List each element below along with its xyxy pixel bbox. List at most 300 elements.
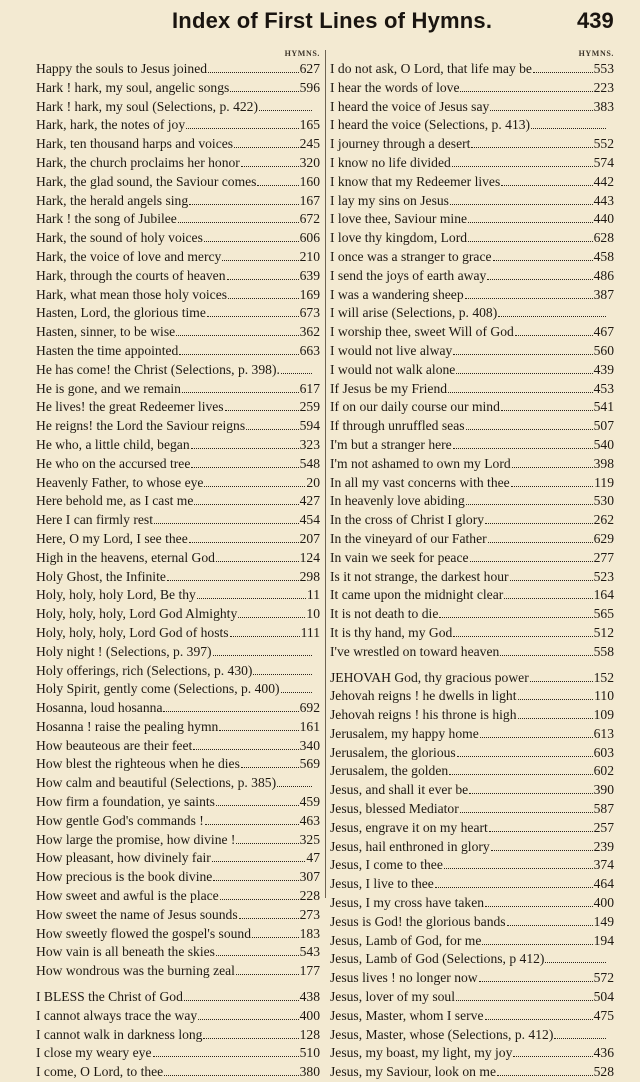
dot-leader <box>213 646 312 656</box>
entry-hymn-number: 459 <box>299 794 320 810</box>
dot-leader <box>179 345 298 355</box>
index-entry <box>330 511 614 530</box>
entry-first-line: It is thy hand, my God <box>330 624 453 640</box>
entry-first-line: He who on the accursed tree <box>36 455 191 471</box>
dot-leader <box>241 758 299 768</box>
entry-hymn-number: 257 <box>593 819 614 835</box>
entry-first-line: How sweet and awful is the place <box>36 888 219 904</box>
index-entry <box>36 849 320 868</box>
entry-hymn-number: 617 <box>299 380 320 396</box>
index-entry <box>36 1026 320 1045</box>
dot-leader <box>465 289 593 299</box>
index-entry <box>330 173 614 192</box>
entry-hymn-number: 475 <box>593 1007 614 1023</box>
index-entry <box>330 116 614 135</box>
index-entry <box>36 1007 320 1026</box>
entry-hymn-number: 587 <box>593 801 614 817</box>
entry-first-line: How calm and beautiful (Selections, p. 385) <box>36 775 277 791</box>
entry-hymn-number: 298 <box>299 568 320 584</box>
entry-hymn-number: 510 <box>299 1045 320 1061</box>
index-entry <box>330 744 614 763</box>
entry-hymn-number: 183 <box>299 925 320 941</box>
entry-hymn-number: 603 <box>593 744 614 760</box>
index-entry <box>36 530 320 549</box>
dot-leader <box>512 458 593 468</box>
index-entry <box>330 398 614 417</box>
dot-leader <box>186 119 298 129</box>
index-entry <box>36 605 320 624</box>
entry-hymn-number: 210 <box>299 248 320 264</box>
entry-hymn-number: 111 <box>300 624 320 640</box>
dot-leader <box>497 1066 593 1076</box>
dot-leader <box>485 897 593 907</box>
entry-hymn-number: 672 <box>299 211 320 227</box>
dot-leader <box>500 646 592 656</box>
dot-leader <box>189 195 298 205</box>
entry-first-line: I once was a stranger to grace <box>330 248 492 264</box>
dot-leader <box>479 972 593 982</box>
entry-first-line: I would not walk alone <box>330 361 456 377</box>
dot-leader <box>212 852 306 862</box>
entry-hymn-number: 177 <box>299 963 320 979</box>
index-entry <box>330 1007 614 1026</box>
entry-hymn-number: 228 <box>299 888 320 904</box>
index-entry <box>330 856 614 875</box>
entry-first-line: I cannot walk in darkness long <box>36 1026 203 1042</box>
entry-first-line: How large the promise, how divine ! <box>36 831 236 847</box>
dot-leader <box>504 589 592 599</box>
entry-first-line: How sweet the name of Jesus sounds <box>36 906 238 922</box>
index-entry <box>330 800 614 819</box>
entry-first-line: Jesus, Lamb of God, for me <box>330 932 482 948</box>
index-entry <box>36 680 320 699</box>
entry-hymn-number: 398 <box>593 455 614 471</box>
index-entry <box>36 549 320 568</box>
dot-leader <box>482 935 592 945</box>
index-entry <box>330 1044 614 1063</box>
entry-first-line: Hasten, sinner, to be wise <box>36 324 176 340</box>
entry-hymn-number: 161 <box>299 718 320 734</box>
dot-leader <box>189 533 299 543</box>
entry-hymn-number: 325 <box>299 831 320 847</box>
index-entry <box>330 913 614 932</box>
entry-hymn-number: 541 <box>593 399 614 415</box>
page-title: Index of First Lines of Hymns. <box>172 8 493 33</box>
entry-hymn-number: 152 <box>593 669 614 685</box>
entry-hymn-number: 504 <box>593 989 614 1005</box>
index-entry <box>36 737 320 756</box>
entry-hymn-number: 262 <box>593 512 614 528</box>
entry-first-line: Jesus, I come to thee <box>330 857 443 873</box>
entry-hymn-number: 239 <box>593 838 614 854</box>
entry-first-line: I lay my sins on Jesus <box>330 192 449 208</box>
index-entry <box>330 380 614 399</box>
entry-hymn-number: 628 <box>593 230 614 246</box>
entry-first-line: He reigns! the Lord the Saviour reigns <box>36 418 246 434</box>
entry-hymn-number: 606 <box>299 230 320 246</box>
dot-leader <box>488 533 593 543</box>
index-entry <box>330 60 614 79</box>
dot-leader <box>453 627 592 637</box>
entry-first-line: Jesus, blessed Mediator <box>330 801 459 817</box>
entry-first-line: He lives! the great Redeemer lives <box>36 399 224 415</box>
entry-first-line: Holy night ! (Selections, p. 397) <box>36 643 212 659</box>
entry-first-line: Jesus, engrave it on my heart <box>330 819 488 835</box>
index-entry <box>330 950 614 969</box>
entry-first-line: How vain is all beneath the skies <box>36 944 215 960</box>
entry-hymn-number: 558 <box>593 643 614 659</box>
entry-hymn-number: 467 <box>593 324 614 340</box>
dot-leader <box>259 101 312 111</box>
dot-leader <box>191 439 299 449</box>
entry-hymn-number: 629 <box>593 530 614 546</box>
index-entry <box>36 755 320 774</box>
dot-leader <box>531 119 606 129</box>
dot-leader <box>184 991 299 1001</box>
entry-first-line: Hasten the time appointed <box>36 342 179 358</box>
dot-leader <box>501 401 593 411</box>
entry-first-line: I know that my Redeemer lives <box>330 173 501 189</box>
entry-first-line: Hosanna, loud hosanna <box>36 700 163 716</box>
entry-first-line: Jesus, I my cross have taken <box>330 895 485 911</box>
index-entry <box>36 568 320 587</box>
dot-leader <box>435 878 593 888</box>
index-entry <box>330 248 614 267</box>
dot-leader <box>163 702 298 712</box>
entry-hymn-number: 110 <box>594 688 614 704</box>
dot-leader <box>470 552 593 562</box>
dot-leader <box>453 345 592 355</box>
entry-first-line: I send the joys of earth away <box>330 267 487 283</box>
entry-first-line: I journey through a desert <box>330 136 471 152</box>
index-entry <box>330 669 614 688</box>
index-entry <box>36 906 320 925</box>
dot-leader <box>281 364 312 374</box>
dot-leader <box>230 82 298 92</box>
index-entry <box>330 492 614 511</box>
index-entry <box>330 586 614 605</box>
entry-hymn-number: 453 <box>593 380 614 396</box>
entry-hymn-number: 458 <box>593 248 614 264</box>
dot-leader <box>228 289 299 299</box>
dot-leader <box>468 213 593 223</box>
column-divider <box>325 50 326 898</box>
dot-leader <box>468 232 593 242</box>
entry-first-line: I'm not ashamed to own my Lord <box>330 455 511 471</box>
entry-hymn-number: 374 <box>593 857 614 873</box>
entry-hymn-number: 594 <box>299 418 320 434</box>
entry-first-line: I cannot always trace the way <box>36 1007 198 1023</box>
entry-first-line: Here, O my Lord, I see thee <box>36 530 188 546</box>
index-entry <box>36 492 320 511</box>
index-entry <box>330 1026 614 1045</box>
index-entry <box>36 173 320 192</box>
index-entry <box>330 687 614 706</box>
entry-first-line: In the cross of Christ I glory <box>330 512 485 528</box>
dot-leader <box>493 251 593 261</box>
index-entry <box>36 474 320 493</box>
dot-leader <box>239 909 299 919</box>
dot-leader <box>252 928 299 938</box>
index-entry <box>36 962 320 981</box>
entry-hymn-number: 512 <box>593 624 614 640</box>
entry-first-line: Hosanna ! raise the pealing hymn <box>36 718 219 734</box>
entry-first-line: Hark, what mean those holy voices <box>36 286 228 302</box>
index-entry <box>36 586 320 605</box>
index-entry <box>330 229 614 248</box>
entry-hymn-number: 548 <box>299 455 320 471</box>
entry-hymn-number: 454 <box>299 512 320 528</box>
index-entry <box>36 662 320 681</box>
entry-hymn-number: 673 <box>299 305 320 321</box>
entry-hymn-number: 438 <box>299 989 320 1005</box>
index-entry <box>330 361 614 380</box>
entry-first-line: It is not death to die <box>330 606 439 622</box>
entry-hymn-number: 530 <box>593 493 614 509</box>
dot-leader <box>444 859 593 869</box>
dot-leader <box>498 307 606 317</box>
dot-leader <box>281 683 312 693</box>
dot-leader <box>230 627 300 637</box>
entry-hymn-number: 602 <box>593 763 614 779</box>
dot-leader <box>554 1029 606 1039</box>
dot-leader <box>515 326 593 336</box>
dot-leader <box>176 326 298 336</box>
entry-first-line: He is gone, and we remain <box>36 380 181 396</box>
entry-first-line: Jerusalem, the glorious <box>330 744 456 760</box>
entry-first-line: Jesus, Master, whose (Selections, p. 412) <box>330 1026 554 1042</box>
index-entry <box>36 511 320 530</box>
dot-leader <box>448 383 593 393</box>
dot-leader <box>460 803 593 813</box>
dot-leader <box>182 383 299 393</box>
index-entry <box>36 868 320 887</box>
entry-first-line: Hark ! hark, my soul, angelic songs <box>36 79 230 95</box>
entry-hymn-number: 11 <box>306 587 320 603</box>
dot-leader <box>452 157 593 167</box>
index-entry <box>36 248 320 267</box>
dot-leader <box>480 728 593 738</box>
entry-hymn-number: 273 <box>299 906 320 922</box>
dot-leader <box>225 401 299 411</box>
entry-hymn-number: 553 <box>593 61 614 76</box>
index-entry <box>36 304 320 323</box>
entry-hymn-number: 160 <box>299 173 320 189</box>
entry-first-line: How beauteous are their feet <box>36 737 193 753</box>
entry-first-line: Jesus, hail enthroned in glory <box>330 838 490 854</box>
dot-leader <box>236 965 299 975</box>
entry-first-line: Jehovah reigns ! his throne is high <box>330 707 517 723</box>
dot-leader <box>456 364 592 374</box>
dot-leader <box>253 665 312 675</box>
dot-leader <box>490 101 592 111</box>
entry-first-line: Jerusalem, my happy home <box>330 725 479 741</box>
index-entry <box>330 988 614 1007</box>
dot-leader <box>204 477 305 487</box>
entry-first-line: I hear the words of love <box>330 79 460 95</box>
entry-first-line: If Jesus be my Friend <box>330 380 448 396</box>
entry-first-line: He has come! the Christ (Selections, p. 398). <box>36 361 280 377</box>
dot-leader <box>456 991 593 1001</box>
index-entry <box>36 1044 320 1063</box>
entry-first-line: Jesus, my Saviour, look on me <box>330 1064 496 1080</box>
index-entry <box>36 812 320 831</box>
entry-first-line: I love thee, Saviour mine <box>330 211 468 227</box>
entry-first-line: Here behold me, as I cast me <box>36 493 194 509</box>
entry-hymn-number: 362 <box>299 324 320 340</box>
entry-first-line: In vain we seek for peace <box>330 549 469 565</box>
index-entry <box>36 436 320 455</box>
index-entry <box>36 417 320 436</box>
entry-first-line: How sweetly flowed the gospel's sound <box>36 925 252 941</box>
dot-leader <box>216 796 299 806</box>
entry-first-line: How blest the righteous when he dies <box>36 756 240 772</box>
index-entry <box>36 135 320 154</box>
index-entry <box>330 79 614 98</box>
entry-hymn-number: 436 <box>593 1045 614 1061</box>
dot-leader <box>518 709 593 719</box>
entry-first-line: I worship thee, sweet Will of God <box>330 324 514 340</box>
entry-hymn-number: 639 <box>299 267 320 283</box>
dot-leader <box>194 495 298 505</box>
entry-first-line: I will arise (Selections, p. 408) <box>330 305 498 321</box>
index-entry <box>36 380 320 399</box>
entry-hymn-number: 440 <box>593 211 614 227</box>
dot-leader <box>471 138 592 148</box>
entry-hymn-number: 613 <box>593 725 614 741</box>
index-entry <box>36 342 320 361</box>
right-entry-list <box>330 60 614 1082</box>
entry-first-line: It came upon the midnight clear <box>330 587 504 603</box>
dot-leader <box>491 841 593 851</box>
index-entry <box>36 943 320 962</box>
entry-hymn-number: 164 <box>593 587 614 603</box>
index-entry <box>36 624 320 643</box>
entry-hymn-number: 277 <box>593 549 614 565</box>
left-column-label: HYMNS. <box>284 49 320 58</box>
entry-first-line: Hasten, Lord, the glorious time <box>36 305 206 321</box>
index-entry <box>330 210 614 229</box>
entry-first-line: How precious is the book divine <box>36 869 213 885</box>
dot-leader <box>485 514 593 524</box>
index-entry <box>330 1063 614 1082</box>
index-entry <box>330 267 614 286</box>
index-entry <box>36 116 320 135</box>
entry-first-line: I'm but a stranger here <box>330 436 452 452</box>
entry-hymn-number: 383 <box>593 98 614 114</box>
dot-leader <box>453 439 593 449</box>
entry-first-line: Jesus lives ! no longer now <box>330 970 478 986</box>
index-entry <box>330 819 614 838</box>
entry-first-line: Jesus, my boast, my light, my joy <box>330 1045 513 1061</box>
entry-hymn-number: 572 <box>593 970 614 986</box>
entry-hymn-number: 523 <box>593 568 614 584</box>
dot-leader <box>197 589 306 599</box>
right-column-label: HYMNS. <box>578 49 614 58</box>
entry-hymn-number: 543 <box>299 944 320 960</box>
dot-leader <box>460 82 592 92</box>
entry-hymn-number: 528 <box>593 1064 614 1080</box>
entry-first-line: Jesus, I live to thee <box>330 876 434 892</box>
index-entry <box>330 436 614 455</box>
entry-first-line: He who, a little child, began <box>36 436 190 452</box>
entry-first-line: Jesus, lover of my soul <box>330 989 455 1005</box>
entry-hymn-number: 486 <box>593 267 614 283</box>
index-entry <box>330 135 614 154</box>
index-entry <box>330 838 614 857</box>
dot-leader <box>507 916 593 926</box>
entry-hymn-number: 245 <box>299 136 320 152</box>
index-entry <box>330 725 614 744</box>
dot-leader <box>439 608 592 618</box>
entry-first-line: Jesus, Master, whom I serve <box>330 1007 484 1023</box>
dot-leader <box>487 270 592 280</box>
index-entry <box>330 192 614 211</box>
dot-leader <box>501 176 592 186</box>
dot-leader <box>457 747 593 757</box>
dot-leader <box>449 765 592 775</box>
index-entry <box>36 455 320 474</box>
entry-first-line: How pleasant, how divinely fair <box>36 850 211 866</box>
index-entry <box>36 98 320 117</box>
entry-first-line: In the vineyard of our Father <box>330 530 487 546</box>
dot-leader <box>207 307 299 317</box>
entry-first-line: If on our daily course our mind <box>330 399 500 415</box>
entry-hymn-number: 427 <box>299 493 320 509</box>
index-entry <box>330 781 614 800</box>
entry-first-line: I close my weary eye <box>36 1045 152 1061</box>
dot-leader <box>234 138 299 148</box>
index-entry <box>36 192 320 211</box>
dot-leader <box>485 1010 593 1020</box>
index-entry <box>330 530 614 549</box>
entry-hymn-number: 400 <box>299 1007 320 1023</box>
index-entry <box>330 474 614 493</box>
dot-leader <box>469 784 592 794</box>
index-entry <box>330 455 614 474</box>
index-entry <box>330 154 614 173</box>
entry-first-line: How gentle God's commands ! <box>36 812 204 828</box>
dot-leader <box>154 514 299 524</box>
dot-leader <box>216 552 299 562</box>
entry-hymn-number: 259 <box>299 399 320 415</box>
entry-first-line: Hark, the church proclaims her honor <box>36 154 240 170</box>
entry-first-line: I come, O Lord, to thee <box>36 1064 164 1080</box>
entry-hymn-number: 149 <box>593 913 614 929</box>
entry-first-line: Holy Ghost, the Infinite <box>36 568 166 584</box>
index-entry <box>330 323 614 342</box>
index-entry <box>36 699 320 718</box>
dot-leader <box>205 815 299 825</box>
page-number: 439 <box>577 8 614 33</box>
dot-leader <box>518 690 594 700</box>
entry-first-line: Holy, holy, holy, Lord God of hosts <box>36 624 229 640</box>
entry-first-line: Holy, holy, holy Lord, Be thy <box>36 587 196 603</box>
dot-leader <box>246 420 298 430</box>
entry-first-line: In all my vast concerns with thee <box>330 474 510 490</box>
entry-hymn-number: 507 <box>593 418 614 434</box>
entry-first-line: Jesus, and shall it ever be <box>330 782 469 798</box>
index-entry <box>330 969 614 988</box>
index-entry <box>330 417 614 436</box>
entry-first-line: Hark, the sound of holy voices <box>36 230 203 246</box>
entry-first-line: Hark, through the courts of heaven <box>36 267 226 283</box>
entry-hymn-number: 169 <box>299 286 320 302</box>
entry-first-line: Hark, the herald angels sing <box>36 192 189 208</box>
entry-first-line: Jesus, Lamb of God (Selections, p 412) <box>330 951 545 967</box>
dot-leader <box>227 270 299 280</box>
entry-hymn-number: 124 <box>299 549 320 565</box>
